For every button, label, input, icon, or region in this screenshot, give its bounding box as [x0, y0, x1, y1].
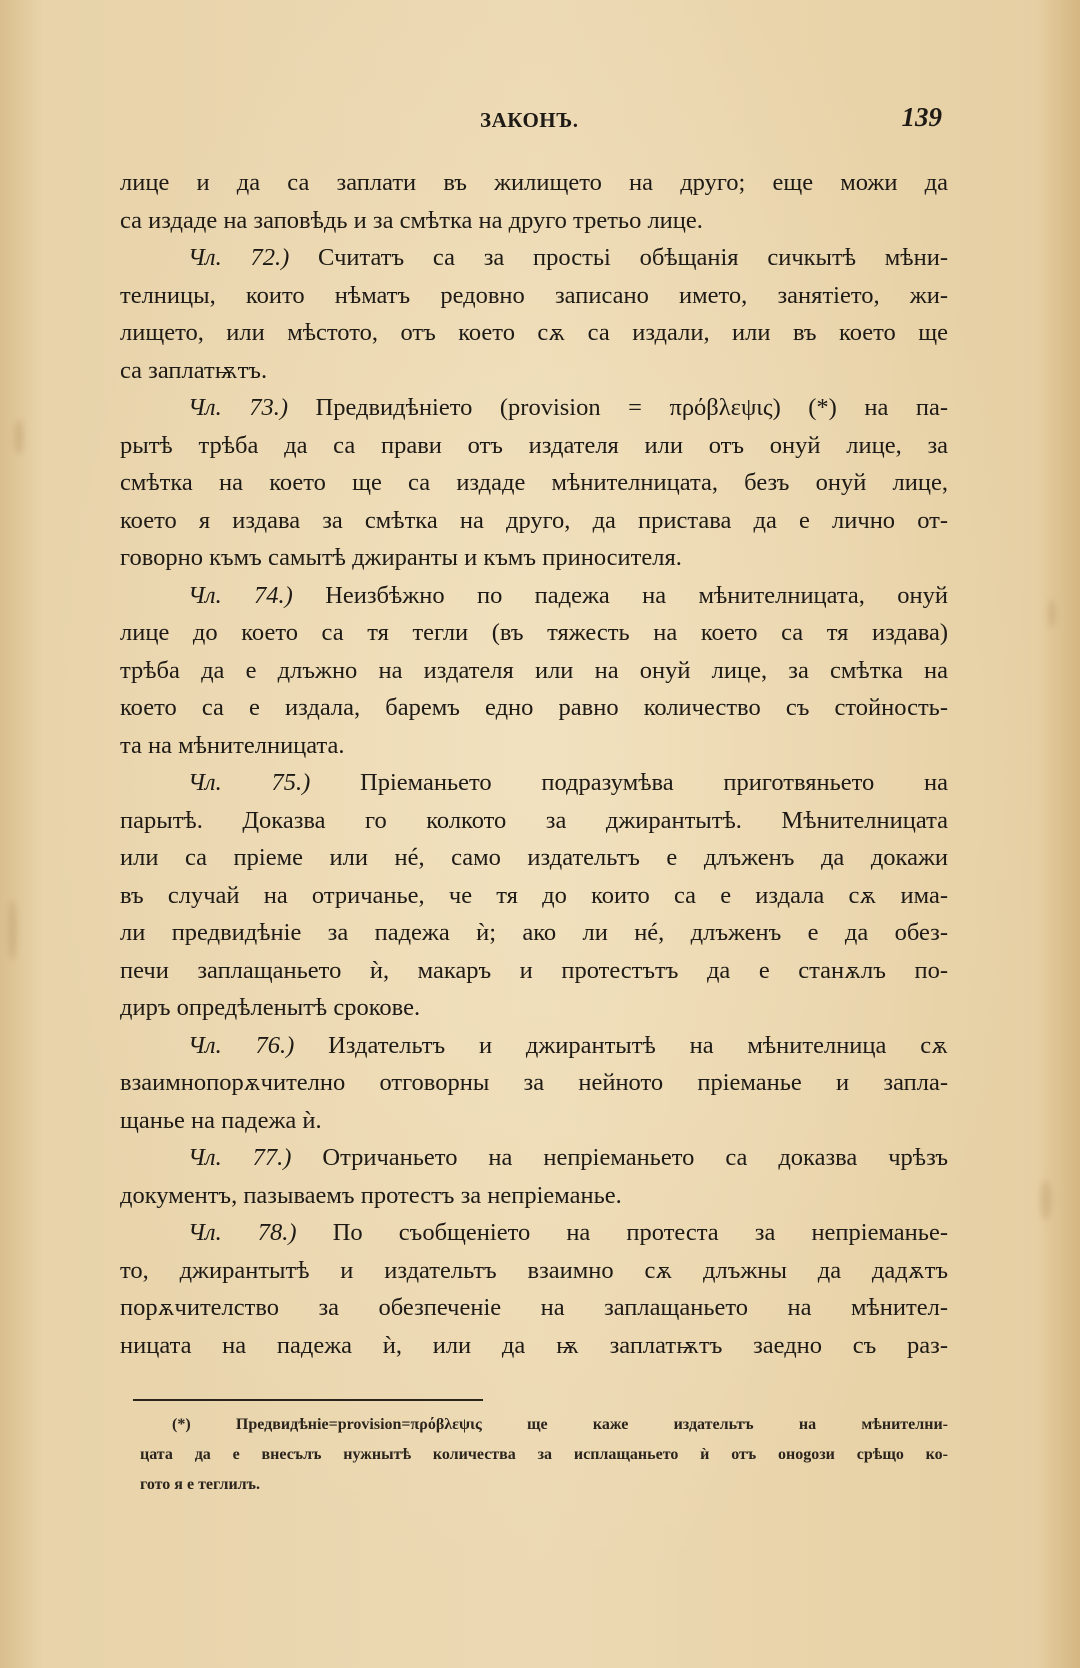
footnote: [140, 1410, 948, 1500]
article-75-first-line: [120, 764, 948, 802]
article-74-number: Чл. 74.): [188, 581, 293, 609]
text-line: та на мѣнителницата.: [120, 731, 345, 759]
article-77-first-line: [120, 1139, 948, 1177]
article-75-text: Пріеманьето подразумѣва приготвяньето на: [360, 769, 948, 796]
article-77-text: Отричаньето на непріеманьето са доказва чрѣзъ: [322, 1144, 948, 1171]
text-line: печи заплащаньето ѝ, макаръ и протестътъ да е станѫлъ по-: [120, 956, 948, 984]
text-line: щанье на падежа ѝ.: [120, 1106, 322, 1134]
text-line: взаимнопорѫчително отговорны за нейното пріеманье и запла-: [120, 1069, 948, 1096]
article-72-text: Считатъ са за простьі обѣщанія сичкытѣ мѣни-: [318, 244, 948, 271]
footnote-line: (*) Предвидѣніе=provision=πρόβλεψις ще каже издательтъ на мѣнителни-: [172, 1416, 948, 1433]
main-text: [120, 164, 948, 1364]
article-75-number: Чл. 75.): [188, 769, 311, 796]
page-number: 139: [901, 102, 942, 132]
paper-stain: [1048, 600, 1056, 628]
article-73-text: Предвидѣніето (provision = πρόβλεψις) (*) на па-: [315, 394, 948, 421]
article-73-number: Чл. 73.): [188, 394, 288, 421]
text-line: телницы, които нѣматъ редовно записано името, занятіето, жи-: [120, 281, 948, 309]
text-line: документъ, пазываемъ протестъ за непріеманье.: [120, 1181, 622, 1209]
text-line: ли предвидѣніе за падежа ѝ; ако ли нé, длъженъ е да обез-: [120, 919, 948, 946]
text-line: порѫчителство за обезпеченіе на заплащаньето на мѣнител-: [120, 1294, 948, 1321]
article-74-first-line: [120, 577, 948, 615]
footnote-line: гото я е теглилъ.: [140, 1476, 260, 1493]
paper-stain: [1040, 1180, 1052, 1220]
article-78-number: Чл. 78.): [188, 1219, 297, 1246]
article-76-text: Издательтъ и джирантытѣ на мѣнителница сѫ: [328, 1031, 949, 1059]
article-72-number: Чл. 72.): [188, 244, 290, 271]
article-76-number: Чл. 76.): [188, 1031, 295, 1059]
article-77-number: Чл. 77.): [188, 1144, 292, 1171]
article-72-first-line: [120, 239, 948, 277]
text-line: парытѣ. Доказва го колкото за джирантытѣ. Мѣнителницата: [120, 806, 948, 834]
article-78-text: По съобщеніето на протеста за непріеманье-: [332, 1219, 948, 1246]
text-line: рытѣ трѣба да са прави отъ издателя или отъ онуй лице, за: [120, 431, 948, 459]
article-74-text: Неизбѣжно по падежа на мѣнителницата, онуй: [325, 581, 948, 609]
article-78-first-line: [120, 1214, 948, 1252]
text-line: което са е издала, баремъ едно равно количество съ стойность-: [120, 694, 948, 721]
article-73-first-line: [120, 389, 948, 427]
text-line: лице до което са тя тегли (въ тяжесть на което са тя издава): [120, 619, 948, 646]
page-header: [120, 100, 948, 140]
text-line: ницата на падежа ѝ, или да ѭ заплатѭтъ заедно съ раз-: [120, 1331, 948, 1359]
text-line: смѣтка на което ще са издаде мѣнителницата, безъ онуй лице,: [120, 469, 948, 496]
paper-stain: [14, 420, 24, 454]
text-line: трѣба да е длъжно на издателя или на онуй лице, за смѣтка на: [120, 656, 948, 684]
text-line: са заплатѭтъ.: [120, 356, 268, 384]
text-line: или са пріеме или нé, само издательтъ е длъженъ да докажи: [120, 844, 948, 871]
text-line: то, джирантытѣ и издательтъ взаимно сѫ длъжны да дадѫтъ: [120, 1256, 948, 1284]
text-line: диръ опредѣленытѣ срокове.: [120, 994, 421, 1021]
text-line: лице и да са заплати въ жилището на друго; еще можи да: [120, 169, 948, 196]
footnote-line: цата да е внесълъ нужнытѣ количества за исплащаньето ѝ отъ онogози срѣщо ко-: [140, 1446, 948, 1463]
text-line: са издаде на заповѣдь и за смѣтка на друго третьо лице.: [120, 206, 703, 234]
running-head: ЗАКОНЪ.: [480, 108, 579, 132]
text-line: говорно къмъ самытѣ джиранты и къмъ приносителя.: [120, 544, 682, 571]
text-line: въ случай на отричанье, че тя до които са е издала сѫ има-: [120, 881, 948, 909]
text-line: лището, или мѣстото, отъ което сѫ са издали, или въ което ще: [120, 319, 948, 346]
footnote-divider: [133, 1399, 483, 1401]
article-76-first-line: [120, 1027, 948, 1065]
paper-stain: [8, 900, 17, 960]
text-line: което я издава за смѣтка на друго, да пристава да е лично от-: [120, 506, 948, 534]
